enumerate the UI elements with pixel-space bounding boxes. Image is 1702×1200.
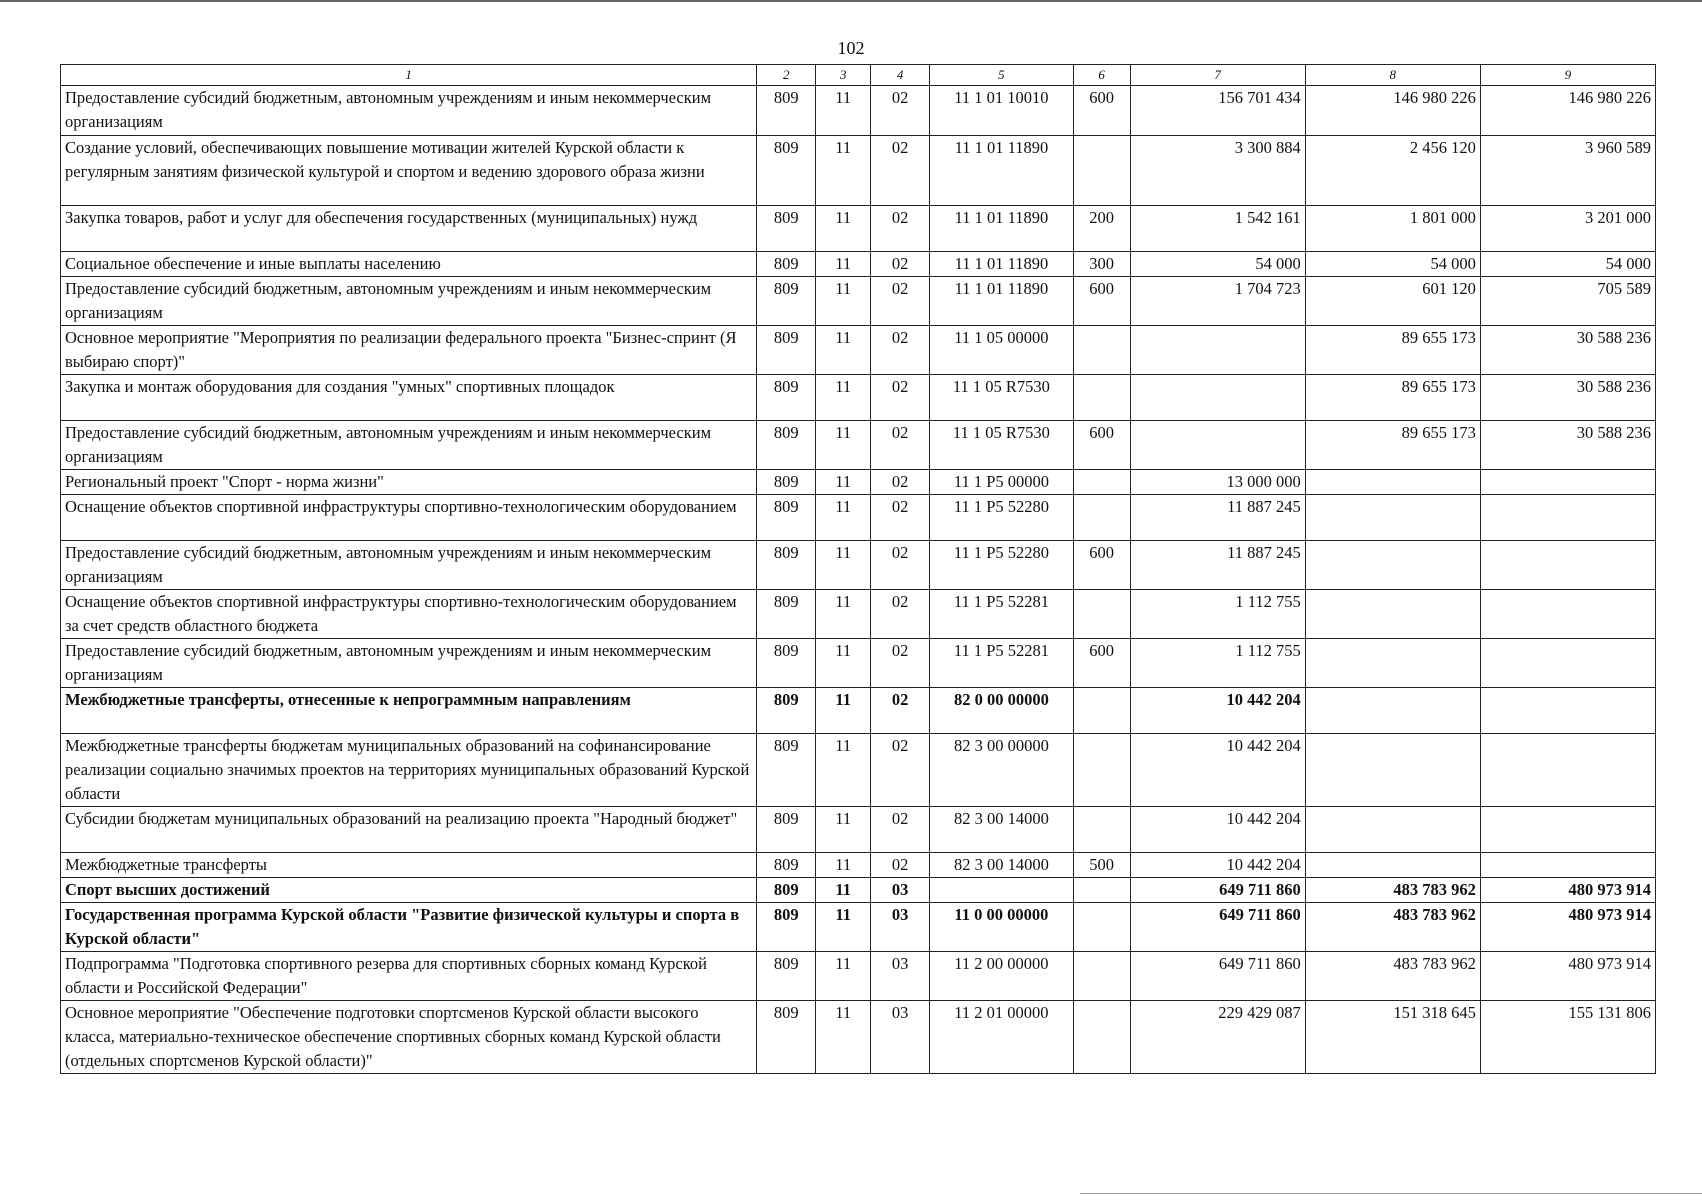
row-name-cell: Предоставление субсидий бюджетным, автономным учреждениям и иным некоммерческим организациям	[61, 86, 757, 136]
row-name-cell: Межбюджетные трансферты	[61, 853, 757, 878]
subsection-code-cell: 03	[871, 878, 930, 903]
amount-col8-cell: 54 000	[1305, 252, 1480, 277]
target-article-cell: 11 1 P5 00000	[930, 470, 1073, 495]
expense-type-cell	[1073, 590, 1130, 639]
section-code-cell: 11	[816, 136, 871, 206]
section-code-cell: 11	[816, 639, 871, 688]
table-row	[61, 952, 1656, 1001]
amount-col8-cell	[1305, 590, 1480, 639]
subsection-code-cell: 03	[871, 1001, 930, 1074]
section-code-cell: 11	[816, 470, 871, 495]
ministry-code-cell: 809	[757, 853, 816, 878]
ministry-code-cell: 809	[757, 878, 816, 903]
column-header: 4	[871, 65, 930, 86]
amount-col9-cell: 3 960 589	[1480, 136, 1655, 206]
ministry-code-cell: 809	[757, 206, 816, 252]
amount-col9-cell: 705 589	[1480, 277, 1655, 326]
subsection-code-cell: 02	[871, 277, 930, 326]
section-code-cell: 11	[816, 495, 871, 541]
subsection-code-cell: 02	[871, 326, 930, 375]
amount-col7-cell: 11 887 245	[1130, 541, 1305, 590]
subsection-code-cell: 02	[871, 470, 930, 495]
amount-col9-cell: 480 973 914	[1480, 952, 1655, 1001]
amount-col8-cell: 483 783 962	[1305, 903, 1480, 952]
table-row	[61, 639, 1656, 688]
amount-col7-cell	[1130, 375, 1305, 421]
expense-type-cell: 600	[1073, 421, 1130, 470]
section-code-cell: 11	[816, 326, 871, 375]
target-article-cell: 11 1 P5 52280	[930, 495, 1073, 541]
amount-col8-cell	[1305, 495, 1480, 541]
table-row	[61, 1001, 1656, 1074]
ministry-code-cell: 809	[757, 590, 816, 639]
row-name-cell: Основное мероприятие "Мероприятия по реализации федерального проекта "Бизнес-спринт (Я выбираю спорт)"	[61, 326, 757, 375]
target-article-cell: 11 1 01 10010	[930, 86, 1073, 136]
target-article-cell: 82 0 00 00000	[930, 688, 1073, 734]
section-code-cell: 11	[816, 541, 871, 590]
table-row	[61, 903, 1656, 952]
table-row	[61, 734, 1656, 807]
ministry-code-cell: 809	[757, 252, 816, 277]
amount-col9-cell: 480 973 914	[1480, 903, 1655, 952]
subsection-code-cell: 02	[871, 86, 930, 136]
amount-col9-cell	[1480, 639, 1655, 688]
section-code-cell: 11	[816, 688, 871, 734]
expense-type-cell	[1073, 375, 1130, 421]
expense-type-cell: 600	[1073, 541, 1130, 590]
amount-col8-cell	[1305, 734, 1480, 807]
amount-col9-cell	[1480, 853, 1655, 878]
page-number: 102	[837, 38, 865, 58]
subsection-code-cell: 02	[871, 206, 930, 252]
section-code-cell: 11	[816, 807, 871, 853]
target-article-cell: 11 1 P5 52281	[930, 639, 1073, 688]
amount-col8-cell	[1305, 470, 1480, 495]
amount-col9-cell	[1480, 470, 1655, 495]
column-header: 2	[757, 65, 816, 86]
amount-col8-cell: 1 801 000	[1305, 206, 1480, 252]
amount-col9-cell	[1480, 495, 1655, 541]
table-row	[61, 375, 1656, 421]
expense-type-cell	[1073, 903, 1130, 952]
section-code-cell: 11	[816, 206, 871, 252]
target-article-cell: 11 1 01 11890	[930, 136, 1073, 206]
subsection-code-cell: 02	[871, 421, 930, 470]
row-name-cell: Оснащение объектов спортивной инфраструктуры спортивно-технологическим оборудованием	[61, 495, 757, 541]
expense-type-cell	[1073, 1001, 1130, 1074]
section-code-cell: 11	[816, 903, 871, 952]
row-name-cell: Межбюджетные трансферты бюджетам муниципальных образований на софинансирование реализации социально значимых проектов на территориях муниципальных образований Курской области	[61, 734, 757, 807]
section-code-cell: 11	[816, 590, 871, 639]
table-row	[61, 590, 1656, 639]
row-name-cell: Предоставление субсидий бюджетным, автономным учреждениям и иным некоммерческим организациям	[61, 639, 757, 688]
amount-col9-cell	[1480, 590, 1655, 639]
subsection-code-cell: 02	[871, 688, 930, 734]
amount-col9-cell: 54 000	[1480, 252, 1655, 277]
section-code-cell: 11	[816, 952, 871, 1001]
table-row	[61, 688, 1656, 734]
amount-col9-cell: 480 973 914	[1480, 878, 1655, 903]
amount-col7-cell: 11 887 245	[1130, 495, 1305, 541]
amount-col9-cell: 30 588 236	[1480, 421, 1655, 470]
subsection-code-cell: 03	[871, 952, 930, 1001]
section-code-cell: 11	[816, 277, 871, 326]
target-article-cell: 11 1 P5 52281	[930, 590, 1073, 639]
row-name-cell: Субсидии бюджетам муниципальных образований на реализацию проекта "Народный бюджет"	[61, 807, 757, 853]
row-name-cell: Оснащение объектов спортивной инфраструктуры спортивно-технологическим оборудованием за счет средств областного бюджета	[61, 590, 757, 639]
row-name-cell: Спорт высших достижений	[61, 878, 757, 903]
ministry-code-cell: 809	[757, 541, 816, 590]
section-code-cell: 11	[816, 853, 871, 878]
amount-col9-cell	[1480, 688, 1655, 734]
section-code-cell: 11	[816, 252, 871, 277]
amount-col9-cell: 30 588 236	[1480, 326, 1655, 375]
subsection-code-cell: 02	[871, 252, 930, 277]
ministry-code-cell: 809	[757, 639, 816, 688]
row-name-cell: Предоставление субсидий бюджетным, автономным учреждениям и иным некоммерческим организациям	[61, 277, 757, 326]
target-article-cell: 82 3 00 00000	[930, 734, 1073, 807]
expense-type-cell	[1073, 734, 1130, 807]
amount-col7-cell: 1 704 723	[1130, 277, 1305, 326]
table-row	[61, 252, 1656, 277]
ministry-code-cell: 809	[757, 807, 816, 853]
amount-col8-cell	[1305, 639, 1480, 688]
ministry-code-cell: 809	[757, 136, 816, 206]
target-article-cell: 11 1 01 11890	[930, 252, 1073, 277]
column-header: 7	[1130, 65, 1305, 86]
row-name-cell: Создание условий, обеспечивающих повышение мотивации жителей Курской области к регулярным занятиям физической культурой и спортом и ведению здорового образа жизни	[61, 136, 757, 206]
amount-col9-cell	[1480, 734, 1655, 807]
table-row	[61, 807, 1656, 853]
expense-type-cell	[1073, 136, 1130, 206]
row-name-cell: Подпрограмма "Подготовка спортивного резерва для спортивных сборных команд Курской области и Российской Федерации"	[61, 952, 757, 1001]
target-article-cell: 11 1 05 00000	[930, 326, 1073, 375]
bottom-scan-rule	[1080, 1193, 1702, 1194]
target-article-cell: 11 1 05 R7530	[930, 375, 1073, 421]
amount-col9-cell: 146 980 226	[1480, 86, 1655, 136]
subsection-code-cell: 02	[871, 136, 930, 206]
expense-type-cell	[1073, 688, 1130, 734]
amount-col9-cell	[1480, 807, 1655, 853]
amount-col9-cell: 155 131 806	[1480, 1001, 1655, 1074]
amount-col8-cell: 483 783 962	[1305, 878, 1480, 903]
expense-type-cell: 600	[1073, 86, 1130, 136]
target-article-cell: 11 1 01 11890	[930, 277, 1073, 326]
target-article-cell: 11 0 00 00000	[930, 903, 1073, 952]
amount-col7-cell: 10 442 204	[1130, 853, 1305, 878]
amount-col8-cell: 601 120	[1305, 277, 1480, 326]
expense-type-cell	[1073, 878, 1130, 903]
table-row	[61, 277, 1656, 326]
budget-table	[60, 64, 1656, 1074]
table-row	[61, 206, 1656, 252]
amount-col8-cell: 2 456 120	[1305, 136, 1480, 206]
column-number-header	[61, 65, 1656, 86]
amount-col7-cell: 1 112 755	[1130, 590, 1305, 639]
amount-col7-cell: 1 542 161	[1130, 206, 1305, 252]
expense-type-cell	[1073, 807, 1130, 853]
row-name-cell: Государственная программа Курской области "Развитие физической культуры и спорта в Курской области"	[61, 903, 757, 952]
table-row	[61, 136, 1656, 206]
column-header: 5	[930, 65, 1073, 86]
ministry-code-cell: 809	[757, 1001, 816, 1074]
section-code-cell: 11	[816, 86, 871, 136]
amount-col9-cell: 3 201 000	[1480, 206, 1655, 252]
amount-col8-cell: 151 318 645	[1305, 1001, 1480, 1074]
ministry-code-cell: 809	[757, 326, 816, 375]
subsection-code-cell: 02	[871, 541, 930, 590]
expense-type-cell	[1073, 495, 1130, 541]
row-name-cell: Основное мероприятие "Обеспечение подготовки спортсменов Курской области высокого класса, материально-техническое обеспечение спортивных сборных команд Курской области (отдельных спортсменов Курской области)"	[61, 1001, 757, 1074]
section-code-cell: 11	[816, 375, 871, 421]
row-name-cell: Закупка и монтаж оборудования для создания "умных" спортивных площадок	[61, 375, 757, 421]
amount-col8-cell: 89 655 173	[1305, 326, 1480, 375]
amount-col8-cell	[1305, 688, 1480, 734]
subsection-code-cell: 02	[871, 853, 930, 878]
ministry-code-cell: 809	[757, 375, 816, 421]
target-article-cell: 82 3 00 14000	[930, 853, 1073, 878]
amount-col9-cell: 30 588 236	[1480, 375, 1655, 421]
amount-col8-cell	[1305, 807, 1480, 853]
expense-type-cell: 200	[1073, 206, 1130, 252]
row-name-cell: Межбюджетные трансферты, отнесенные к непрограммным направлениям	[61, 688, 757, 734]
section-code-cell: 11	[816, 878, 871, 903]
amount-col7-cell	[1130, 421, 1305, 470]
subsection-code-cell: 02	[871, 495, 930, 541]
section-code-cell: 11	[816, 734, 871, 807]
amount-col8-cell: 146 980 226	[1305, 86, 1480, 136]
expense-type-cell	[1073, 470, 1130, 495]
table-row	[61, 421, 1656, 470]
table-row	[61, 86, 1656, 136]
ministry-code-cell: 809	[757, 734, 816, 807]
ministry-code-cell: 809	[757, 903, 816, 952]
table-row	[61, 470, 1656, 495]
ministry-code-cell: 809	[757, 688, 816, 734]
ministry-code-cell: 809	[757, 470, 816, 495]
table-row	[61, 541, 1656, 590]
subsection-code-cell: 02	[871, 375, 930, 421]
amount-col8-cell: 89 655 173	[1305, 375, 1480, 421]
target-article-cell: 11 1 P5 52280	[930, 541, 1073, 590]
target-article-cell: 11 1 05 R7530	[930, 421, 1073, 470]
amount-col8-cell	[1305, 853, 1480, 878]
column-header: 9	[1480, 65, 1655, 86]
amount-col7-cell: 229 429 087	[1130, 1001, 1305, 1074]
ministry-code-cell: 809	[757, 277, 816, 326]
expense-type-cell	[1073, 326, 1130, 375]
expense-type-cell: 500	[1073, 853, 1130, 878]
subsection-code-cell: 03	[871, 903, 930, 952]
subsection-code-cell: 02	[871, 639, 930, 688]
top-scan-rule	[0, 0, 1702, 2]
expense-type-cell: 300	[1073, 252, 1130, 277]
amount-col7-cell: 10 442 204	[1130, 688, 1305, 734]
amount-col7-cell: 10 442 204	[1130, 807, 1305, 853]
row-name-cell: Предоставление субсидий бюджетным, автономным учреждениям и иным некоммерческим организациям	[61, 421, 757, 470]
amount-col7-cell: 3 300 884	[1130, 136, 1305, 206]
table-row	[61, 326, 1656, 375]
amount-col8-cell	[1305, 541, 1480, 590]
amount-col7-cell: 1 112 755	[1130, 639, 1305, 688]
subsection-code-cell: 02	[871, 807, 930, 853]
ministry-code-cell: 809	[757, 86, 816, 136]
section-code-cell: 11	[816, 1001, 871, 1074]
table-row	[61, 878, 1656, 903]
target-article-cell: 82 3 00 14000	[930, 807, 1073, 853]
amount-col7-cell: 649 711 860	[1130, 878, 1305, 903]
section-code-cell: 11	[816, 421, 871, 470]
table-row	[61, 853, 1656, 878]
table-row	[61, 495, 1656, 541]
amount-col7-cell	[1130, 326, 1305, 375]
subsection-code-cell: 02	[871, 734, 930, 807]
target-article-cell: 11 2 01 00000	[930, 1001, 1073, 1074]
column-header: 6	[1073, 65, 1130, 86]
amount-col7-cell: 10 442 204	[1130, 734, 1305, 807]
row-name-cell: Закупка товаров, работ и услуг для обеспечения государственных (муниципальных) нужд	[61, 206, 757, 252]
target-article-cell	[930, 878, 1073, 903]
column-header: 3	[816, 65, 871, 86]
amount-col9-cell	[1480, 541, 1655, 590]
amount-col8-cell: 89 655 173	[1305, 421, 1480, 470]
amount-col7-cell: 156 701 434	[1130, 86, 1305, 136]
row-name-cell: Предоставление субсидий бюджетным, автономным учреждениям и иным некоммерческим организациям	[61, 541, 757, 590]
ministry-code-cell: 809	[757, 421, 816, 470]
ministry-code-cell: 809	[757, 952, 816, 1001]
amount-col8-cell: 483 783 962	[1305, 952, 1480, 1001]
column-header: 1	[61, 65, 757, 86]
amount-col7-cell: 649 711 860	[1130, 952, 1305, 1001]
target-article-cell: 11 2 00 00000	[930, 952, 1073, 1001]
column-header: 8	[1305, 65, 1480, 86]
amount-col7-cell: 54 000	[1130, 252, 1305, 277]
ministry-code-cell: 809	[757, 495, 816, 541]
expense-type-cell: 600	[1073, 277, 1130, 326]
subsection-code-cell: 02	[871, 590, 930, 639]
row-name-cell: Социальное обеспечение и иные выплаты населению	[61, 252, 757, 277]
row-name-cell: Региональный проект "Спорт - норма жизни"	[61, 470, 757, 495]
amount-col7-cell: 649 711 860	[1130, 903, 1305, 952]
target-article-cell: 11 1 01 11890	[930, 206, 1073, 252]
expense-type-cell: 600	[1073, 639, 1130, 688]
amount-col7-cell: 13 000 000	[1130, 470, 1305, 495]
expense-type-cell	[1073, 952, 1130, 1001]
